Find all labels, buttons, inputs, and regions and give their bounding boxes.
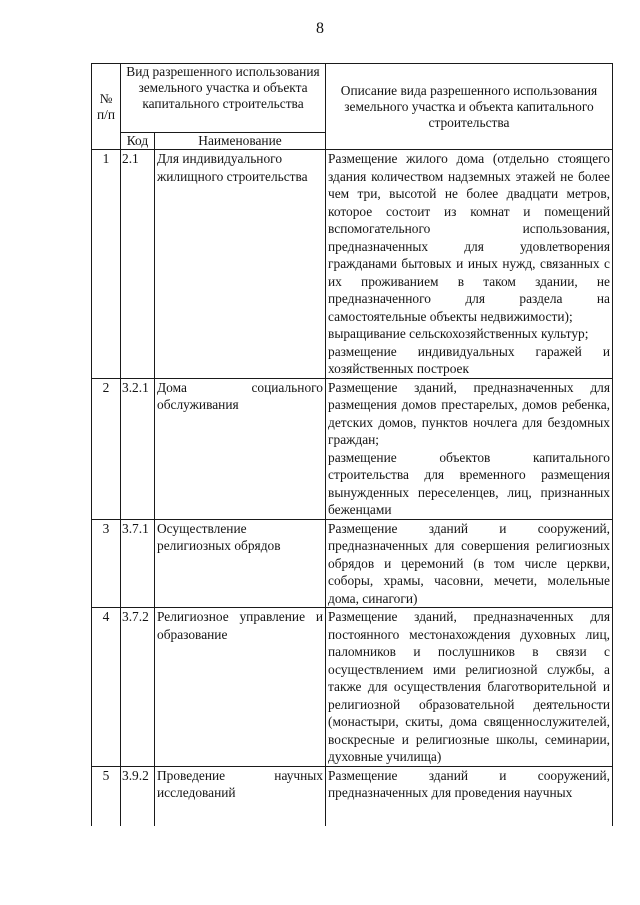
table-row	[92, 150, 613, 379]
description-paragraph: Размещение зданий и сооружений, предназначенных для проведения научных	[328, 767, 610, 800]
description-paragraph: размещение объектов капитального строительства для временного размещения вынужденных переселенцев, лиц, признанных беженцами	[328, 449, 610, 517]
row-description	[326, 150, 613, 379]
row-number: 5	[92, 766, 121, 826]
row-code: 3.7.1	[121, 519, 155, 608]
row-name: Дома социального обслуживания	[155, 378, 326, 519]
table-row	[92, 608, 613, 767]
row-name: Для индивидуального жилищного строительства	[155, 150, 326, 379]
row-number: 1	[92, 150, 121, 379]
table-row	[92, 378, 613, 519]
land-use-table	[91, 63, 613, 826]
description-paragraph: размещение индивидуальных гаражей и хозяйственных построек	[328, 343, 610, 376]
description-paragraph: Размещение зданий, предназначенных для размещения домов престарелых, домов ребенка, детских домов, пунктов ночлега для бездомных граждан;	[328, 379, 610, 447]
header-code: Код	[121, 133, 155, 150]
row-description	[326, 519, 613, 608]
row-number: 4	[92, 608, 121, 767]
page-number: 8	[316, 20, 324, 37]
description-paragraph: выращивание сельскохозяйственных культур;	[328, 326, 589, 341]
row-description	[326, 608, 613, 767]
row-name: Проведение научных исследований	[155, 766, 326, 826]
row-description	[326, 766, 613, 826]
row-code: 3.2.1	[121, 378, 155, 519]
header-type-group: Вид разрешенного использования земельного участка и объекта капитального строительства	[121, 64, 326, 133]
row-number: 2	[92, 378, 121, 519]
row-code: 2.1	[121, 150, 155, 379]
description-paragraph: Размещение зданий, предназначенных для постоянного местонахождения духовных лиц, паломников и послушников в связи с осуществлением ими религиозной службы, а также для осуществления благотворительной и религиозной образовательной деятельности (монастыри, скиты, дома священнослужителей, воскресные и религиозные школы, семинарии, духовные училища)	[328, 609, 610, 764]
header-description: Описание вида разрешенного использования земельного участка и объекта капитального строительства	[326, 64, 613, 150]
row-description	[326, 378, 613, 519]
table-row	[92, 519, 613, 608]
table-row	[92, 766, 613, 826]
header-name: Наименование	[155, 133, 326, 150]
row-name: Осуществление религиозных обрядов	[155, 519, 326, 608]
description-paragraph: Размещение жилого дома (отдельно стоящего здания количеством надземных этажей не более чем три, высотой не более двадцати метров, которое состоит из комнат и помещений вспомогательного использования, предназначенных для удовлетворения гражданами бытовых и иных нужд, связанных с их проживанием в таком здании, не предназначенного для раздела на самостоятельные объекты недвижимости);	[328, 151, 610, 324]
row-number: 3	[92, 519, 121, 608]
row-code: 3.9.2	[121, 766, 155, 826]
header-number: № п/п	[92, 64, 121, 150]
row-name: Религиозное управление и образование	[155, 608, 326, 767]
row-code: 3.7.2	[121, 608, 155, 767]
description-paragraph: Размещение зданий и сооружений, предназначенных для совершения религиозных обрядов и церемоний (в том числе церкви, соборы, храмы, часовни, мечети, молельные дома, синагоги)	[328, 520, 610, 606]
